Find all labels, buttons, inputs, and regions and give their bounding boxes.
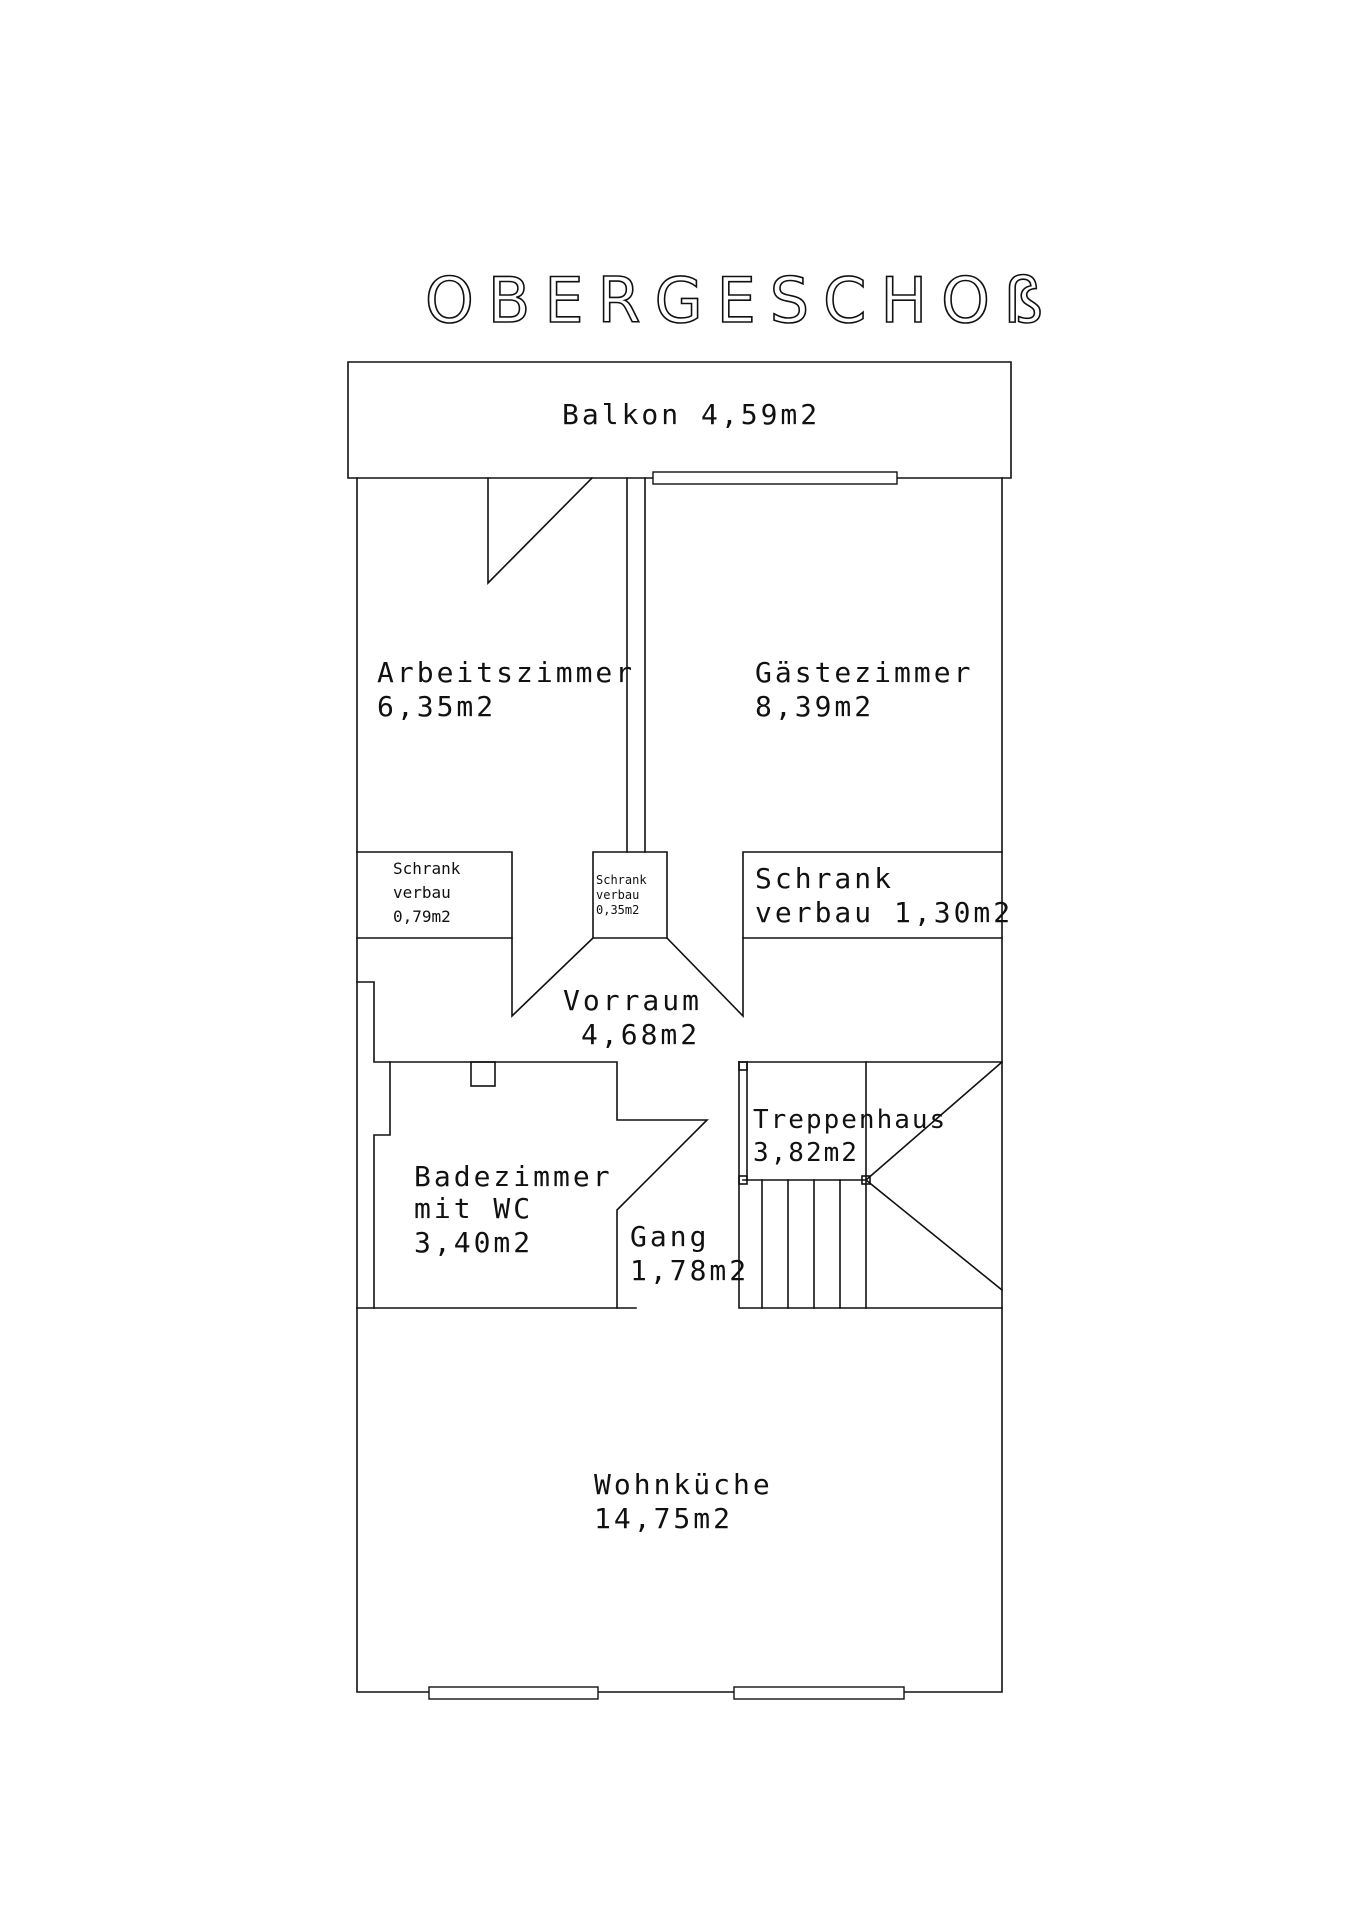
vorraum-area: 4,68m2 [581, 1018, 701, 1051]
gaestezimmer-area: 8,39m2 [755, 690, 875, 723]
badezimmer-line2: mit WC [414, 1192, 534, 1225]
badezimmer-area: 3,40m2 [414, 1226, 534, 1259]
wohnkueche-name: Wohnküche [594, 1468, 773, 1501]
gang-name: Gang [630, 1220, 710, 1253]
window-bottom-left [429, 1687, 598, 1699]
window-bottom-right [734, 1687, 904, 1699]
schrank-left-line2: verbau [393, 883, 451, 902]
gang-area: 1,78m2 [630, 1254, 750, 1287]
window-top [653, 472, 897, 484]
schrank-center-line1: Schrank [596, 873, 647, 887]
arbeitszimmer-name: Arbeitszimmer [377, 656, 636, 689]
schrank-center-line2: verbau [596, 888, 640, 902]
arbeitszimmer-area: 6,35m2 [377, 690, 497, 723]
schrank-center-area: 0,35m2 [596, 903, 640, 917]
staircase [739, 1062, 1002, 1308]
treppenhaus-name: Treppenhaus [753, 1105, 948, 1135]
balkon-label: Balkon 4,59m2 [562, 398, 821, 431]
schrank-right-line1: Schrank [755, 862, 895, 895]
schrank-left-area: 0,79m2 [393, 907, 451, 926]
door-swing-arbeitszimmer [488, 478, 592, 583]
plan-title: OBERGESCHOß [425, 264, 1057, 337]
wohnkueche-area: 14,75m2 [594, 1502, 734, 1535]
treppenhaus-area: 3,82m2 [753, 1138, 859, 1168]
schrank-right-line2: verbau 1,30m2 [755, 896, 1014, 929]
badezimmer-line1: Badezimmer [414, 1160, 613, 1193]
schrank-left-line1: Schrank [393, 859, 461, 878]
vorraum-name: Vorraum [563, 984, 703, 1017]
gaestezimmer-name: Gästezimmer [755, 656, 974, 689]
